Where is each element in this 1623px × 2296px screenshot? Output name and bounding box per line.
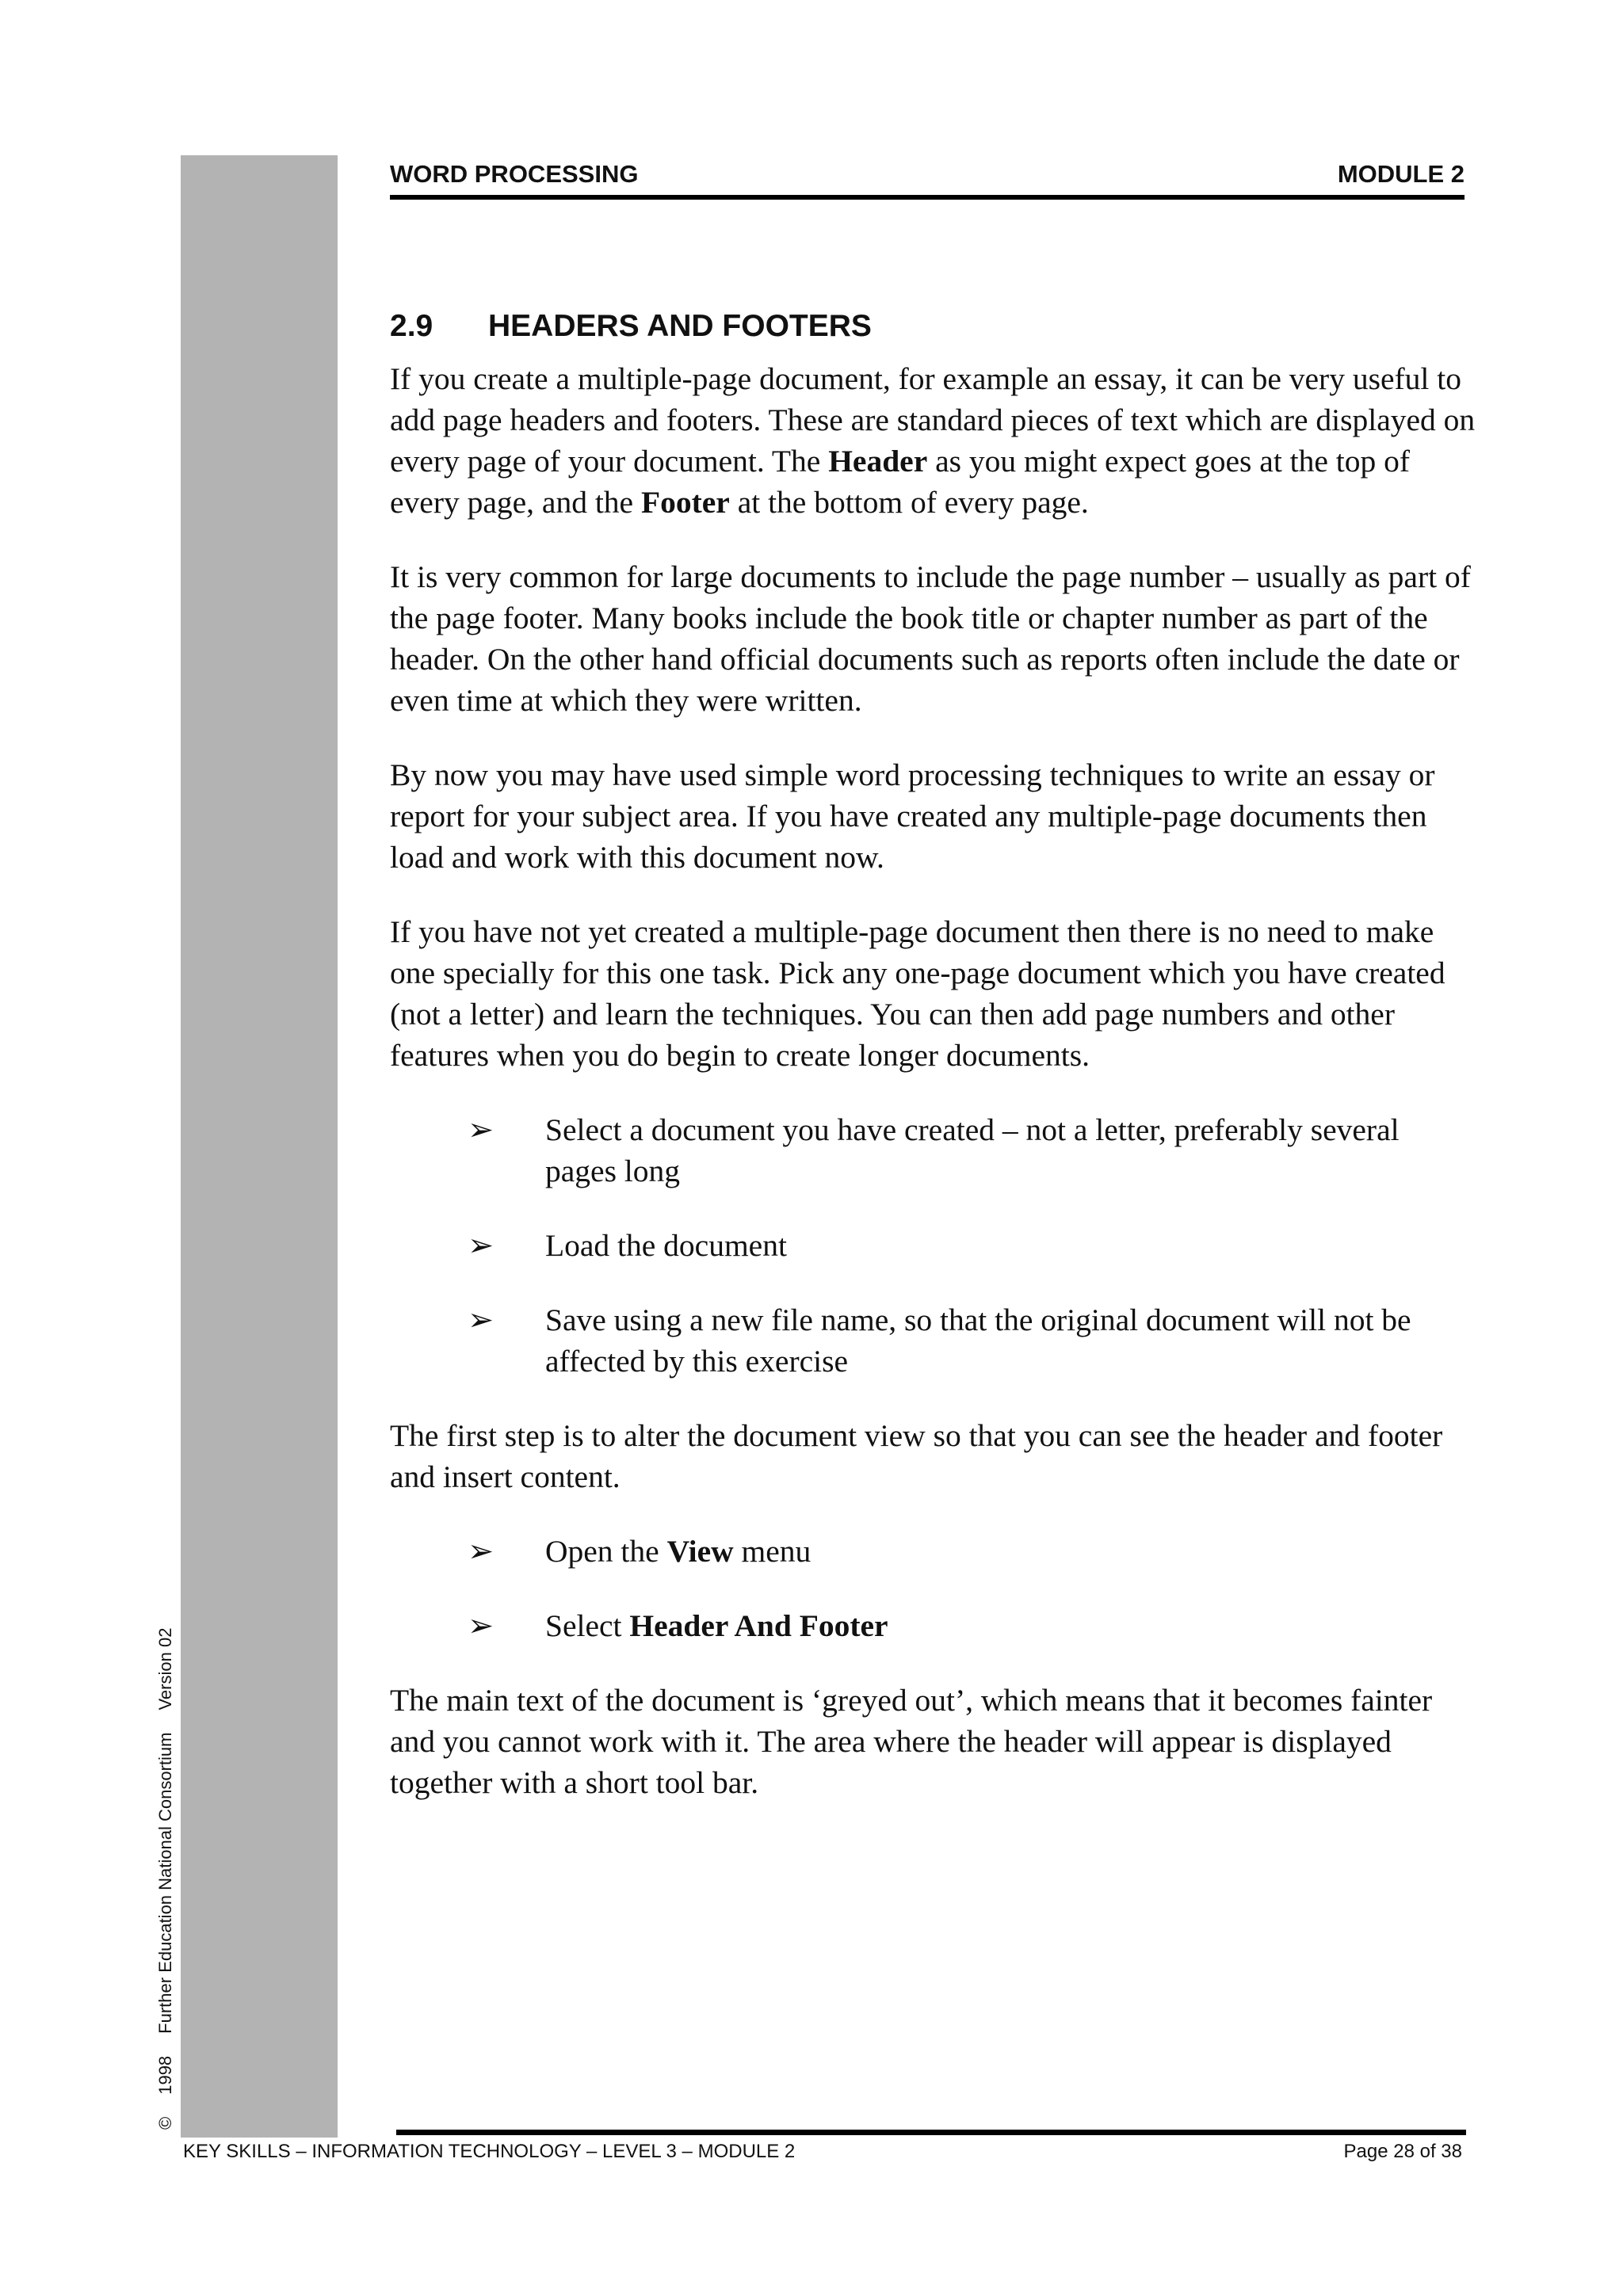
paragraph-greyed-out: The main text of the document is ‘greyed out’, which means that it becomes fainter and you cannot work with it. The area where the header will appear is displayed together with a short tool bar. xyxy=(390,1683,1433,1800)
text: at the bottom of every page. xyxy=(729,485,1089,520)
paragraph-first-step: The first step is to alter the document view so that you can see the header and footer and insert content. xyxy=(390,1418,1443,1494)
section-heading xyxy=(390,309,1476,344)
page-header xyxy=(390,155,1465,198)
main-content xyxy=(390,309,1476,1836)
copyright-org: Further Education National Consortium xyxy=(155,1732,175,2034)
text: as you might expect goes at the top of every page, and the xyxy=(390,444,1411,520)
text: Open the xyxy=(545,1534,667,1569)
arrow-bullet-icon: ➢ xyxy=(468,1608,495,1643)
copyright-symbol: © xyxy=(155,2116,175,2130)
list-item xyxy=(390,1299,1476,1382)
list-item-text: Save using a new file name, so that the original document will not be affected by this exercise xyxy=(545,1302,1411,1379)
page-number: Page 28 of 38 xyxy=(1343,2141,1462,2162)
bold-view-menu: View xyxy=(666,1534,734,1569)
version-label: Version 02 xyxy=(155,1627,175,1711)
list-item xyxy=(390,1531,1476,1572)
copyright-year: 1998 xyxy=(155,2055,175,2095)
arrow-bullet-icon: ➢ xyxy=(468,1112,495,1147)
paragraph-intro xyxy=(390,358,1476,523)
section-title: HEADERS AND FOOTERS xyxy=(488,309,872,343)
bold-header-term: Header xyxy=(828,444,928,479)
footer-rule xyxy=(396,2130,1466,2135)
arrow-bullet-icon: ➢ xyxy=(468,1302,495,1337)
bold-footer-term: Footer xyxy=(640,485,730,520)
paragraph-no-document: If you have not yet created a multiple-page document then there is no need to make one specially for this one task. Pick any one-page document which you have created (not a letter) and learn the techniques. You can then add page numbers and other features when you do begin to create longer documents. xyxy=(390,914,1445,1073)
list-item-text xyxy=(545,1531,811,1572)
paragraph-page-numbers: It is very common for large documents to include the page number – usually as part of the page footer. Many books include the book title or chapter number as part of the header. On the other hand official documents such as reports often include the date or even time at which they were written. xyxy=(390,559,1471,718)
paragraph-techniques: By now you may have used simple word processing techniques to write an essay or report for your subject area. If you have created any multiple-page documents then load and work with this document now. xyxy=(390,757,1435,875)
footer-left-text: KEY SKILLS – INFORMATION TECHNOLOGY – LEVEL 3 – MODULE 2 xyxy=(183,2141,796,2162)
list-item-text xyxy=(545,1605,888,1646)
list-item xyxy=(390,1225,1476,1266)
header-rule xyxy=(390,195,1465,200)
margin-sidebar xyxy=(181,155,338,2138)
list-item xyxy=(390,1109,1476,1192)
list-item-text: Select a document you have created – not a letter, preferably several pages long xyxy=(545,1112,1400,1188)
arrow-bullet-icon: ➢ xyxy=(468,1534,495,1569)
arrow-bullet-icon: ➢ xyxy=(468,1228,495,1263)
header-left-text: WORD PROCESSING xyxy=(390,160,639,188)
list-item xyxy=(390,1605,1476,1646)
text: If you create a multiple-page document, for example an essay, it can be very useful to add page headers and footers. These are standard pieces of text which are displayed on every page of your document. The xyxy=(390,361,1476,479)
text: menu xyxy=(733,1534,812,1569)
copyright-note xyxy=(155,1606,176,2130)
section-number: 2.9 xyxy=(390,309,433,343)
text: Select xyxy=(545,1608,630,1643)
bold-header-and-footer: Header And Footer xyxy=(629,1608,888,1643)
list-item-text: Load the document xyxy=(545,1228,787,1263)
header-right-text: MODULE 2 xyxy=(1337,160,1465,188)
